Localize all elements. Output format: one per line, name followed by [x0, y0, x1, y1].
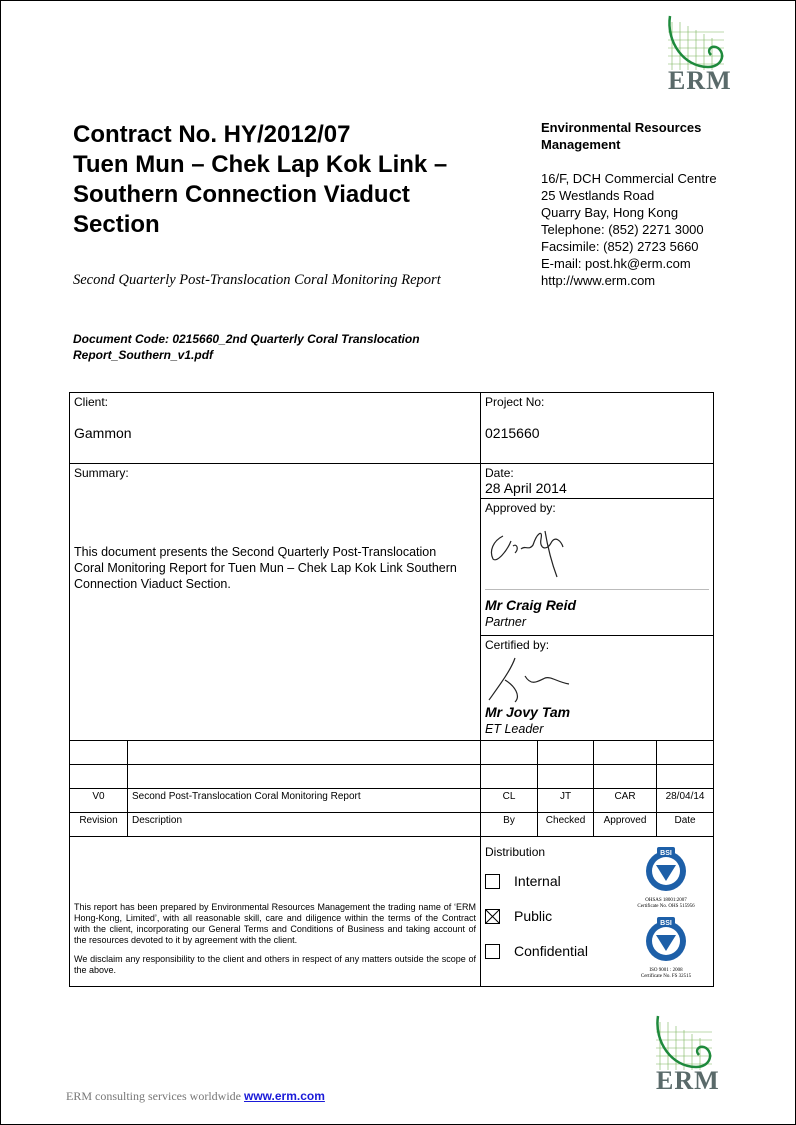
- title-line: Contract No. HY/2012/07: [73, 121, 351, 148]
- address-line: Quarry Bay, Hong Kong: [541, 205, 679, 220]
- svg-text:BSI: BSI: [660, 920, 672, 927]
- certifier-role: ET Leader: [485, 722, 544, 736]
- checked-x-icon: [486, 910, 499, 923]
- document-title: [73, 120, 493, 240]
- title-line: Section: [73, 211, 160, 238]
- project-number: 0215660: [485, 425, 540, 441]
- bsi-iso-badge: [627, 917, 705, 980]
- revision-description: Second Post-Translocation Coral Monitoring Report: [128, 789, 481, 813]
- company-name: Environmental Resources Management: [541, 120, 702, 152]
- bsi-logo-icon: [627, 847, 705, 893]
- client-label: Client:: [74, 395, 109, 409]
- confidential-label: Confidential: [514, 943, 588, 959]
- footer: [66, 1089, 325, 1104]
- website-link[interactable]: http://www.erm.com: [541, 273, 656, 288]
- header-revision: Revision: [70, 813, 128, 837]
- approver-role: Partner: [485, 615, 527, 629]
- summary-text: This document presents the Second Quarterly Post-Translocation Coral Monitoring Report for Tuen Mun – Chek Lap Kok Link Southern Connection Viaduct Section.: [74, 545, 457, 591]
- date-value: 28 April 2014: [485, 480, 567, 496]
- address-line: 25 Westlands Road: [541, 188, 655, 203]
- title-line: Tuen Mun – Chek Lap Kok Link –: [73, 151, 448, 178]
- disclaimer-text-2: We disclaim any responsibility to the client and others in respect of any matters outside the scope of the above.: [74, 954, 477, 975]
- document-info-table: [69, 392, 714, 987]
- bsi-ohsas-badge: [627, 847, 705, 910]
- revision-by: CL: [481, 789, 538, 813]
- public-checkbox[interactable]: [485, 909, 500, 924]
- erm-logo-bottom: [652, 1012, 724, 1096]
- summary-cell: [70, 464, 481, 741]
- revision-blank-row: [70, 741, 714, 765]
- internal-checkbox[interactable]: [485, 874, 500, 889]
- approval-cell: [481, 464, 714, 741]
- bsi-ohsas-certificate: Certificate No. OHS 515956: [637, 904, 695, 909]
- bsi-ohsas-caption: OHSAS 18001:2007: [645, 898, 687, 903]
- certified-label: Certified by:: [485, 638, 550, 652]
- bsi-iso-certificate: Certificate No. FS 32515: [640, 974, 692, 979]
- client-cell: [70, 393, 481, 464]
- report-subtitle: Second Quarterly Post-Translocation Coral Monitoring Report: [73, 272, 441, 288]
- certifier-signature-icon: [485, 656, 585, 706]
- company-address: [541, 170, 761, 289]
- header-date: Date: [657, 813, 714, 837]
- revision-header-row: [70, 813, 714, 837]
- date-label: Date:: [485, 466, 514, 480]
- telephone: Telephone: (852) 2271 3000: [541, 222, 704, 237]
- signature-line: [485, 589, 709, 590]
- certifier-name: Mr Jovy Tam: [485, 704, 571, 720]
- internal-label: Internal: [514, 873, 561, 889]
- bsi-iso-caption: ISO 9001 : 2008: [649, 968, 683, 973]
- revision-blank-row: [70, 765, 714, 789]
- header-description: Description: [128, 813, 481, 837]
- approved-block: [481, 499, 713, 636]
- header-approved: Approved: [594, 813, 657, 837]
- project-label: Project No:: [485, 395, 545, 409]
- erm-logo-text: ERM: [656, 1066, 720, 1095]
- distribution-cell: [481, 837, 714, 987]
- confidential-checkbox[interactable]: [485, 944, 500, 959]
- date-block: [481, 464, 713, 499]
- revision-approved: CAR: [594, 789, 657, 813]
- summary-label: Summary:: [74, 466, 129, 480]
- approver-signature-icon: [485, 521, 595, 581]
- footer-link[interactable]: www.erm.com: [243, 1089, 325, 1103]
- revision-date: 28/04/14: [657, 789, 714, 813]
- bsi-logo-icon: [627, 917, 705, 963]
- facsimile: Facsimile: (852) 2723 5660: [541, 239, 699, 254]
- public-label: Public: [514, 908, 553, 924]
- approver-name: Mr Craig Reid: [485, 597, 577, 613]
- footer-text: ERM consulting services worldwide: [66, 1089, 241, 1103]
- header-by: By: [481, 813, 538, 837]
- svg-text:BSI: BSI: [660, 850, 672, 857]
- distribution-label: Distribution: [485, 845, 546, 859]
- certified-block: [481, 636, 713, 740]
- email[interactable]: E-mail: post.hk@erm.com: [541, 256, 691, 271]
- erm-logo-top: [664, 12, 734, 96]
- address-line: 16/F, DCH Commercial Centre: [541, 171, 717, 186]
- project-cell: [481, 393, 714, 464]
- erm-logo-text: ERM: [668, 66, 732, 95]
- title-line: Southern Connection Viaduct: [73, 181, 410, 208]
- approved-label: Approved by:: [485, 501, 556, 515]
- revision-checked: JT: [538, 789, 594, 813]
- erm-leaf-icon: [664, 12, 730, 72]
- client-value: Gammon: [74, 425, 132, 441]
- disclaimer-text: This report has been prepared by Environmental Resources Management the trading name of ‘ERM Hong-Kong, Limited’, with all reasonable skill, care and diligence within the terms of the Contract with the client, incorporating our General Terms and Conditions of Business and taking account of the resources devoted to it by agreement with the client.: [74, 902, 477, 945]
- header-checked: Checked: [538, 813, 594, 837]
- disclaimer-cell: [70, 837, 481, 987]
- document-code: Document Code: 0215660_2nd Quarterly Coral Translocation Report_Southern_v1.pdf: [73, 332, 420, 362]
- erm-leaf-icon: [652, 1012, 718, 1072]
- revision-row: [70, 789, 714, 813]
- revision-value: V0: [70, 789, 128, 813]
